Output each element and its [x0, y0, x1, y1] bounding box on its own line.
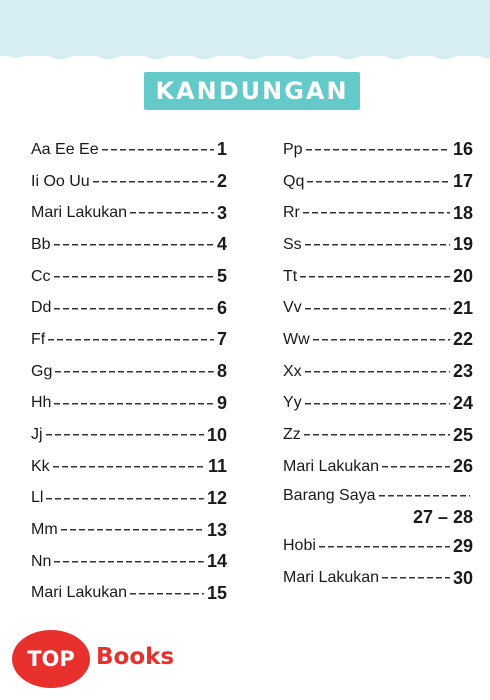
toc-entry-page-number: 17 — [452, 171, 473, 192]
toc-entry-page-number: 19 — [452, 234, 473, 255]
dotted-leader — [53, 462, 205, 472]
watermark-word: Books — [96, 644, 175, 670]
toc-entry-label: Zz — [283, 426, 301, 444]
toc-entry-label: Hobi — [283, 537, 316, 555]
toc-entry-label: Mari Lakukan — [283, 457, 380, 475]
watermark-badge-text: TOP — [27, 647, 75, 671]
toc-entry-label: Barang Saya — [283, 486, 376, 504]
topbooks-watermark — [10, 630, 210, 690]
toc-entry — [31, 229, 227, 261]
page-title-banner — [144, 72, 360, 110]
toc-entry — [31, 578, 227, 610]
toc-entry-label: Bb — [31, 235, 51, 253]
dotted-leader — [382, 462, 450, 472]
toc-entry-page-number: 22 — [452, 329, 473, 350]
toc-entry-page-number: 23 — [452, 361, 473, 382]
dotted-leader — [54, 303, 214, 313]
toc-entry — [31, 514, 227, 546]
toc-entry — [283, 531, 473, 563]
toc-entry-page-number: 27 – 28 — [412, 506, 473, 527]
dotted-leader — [305, 240, 450, 250]
dotted-leader — [93, 177, 214, 187]
dotted-leader — [61, 525, 204, 535]
toc-entry-page-number: 26 — [452, 456, 473, 477]
dotted-leader — [55, 367, 214, 377]
dotted-leader — [48, 335, 214, 345]
toc-entry-label: Ff — [31, 330, 46, 348]
dotted-leader — [306, 145, 450, 155]
dotted-leader — [300, 272, 450, 282]
toc-entry — [283, 134, 473, 166]
toc-entry-label: Yy — [283, 394, 302, 412]
contents-left-column — [31, 134, 227, 609]
toc-entry-page-number: 25 — [452, 424, 473, 445]
toc-entry-page-number: 10 — [206, 424, 227, 445]
toc-entry-page-number: 30 — [452, 567, 473, 588]
page-title: KANDUNGAN — [155, 77, 349, 105]
toc-entry-label: Tt — [283, 267, 298, 285]
toc-entry — [31, 261, 227, 293]
toc-entry — [283, 166, 473, 198]
top-decorative-band — [0, 0, 490, 56]
toc-entry-label: Ii Oo Uu — [31, 172, 90, 190]
toc-entry-page-number: 21 — [452, 297, 473, 318]
dotted-leader — [319, 541, 450, 551]
toc-entry — [31, 546, 227, 578]
toc-entry-page-number: 2 — [216, 171, 227, 192]
toc-entry — [31, 388, 227, 420]
toc-entry-page-number: 5 — [216, 266, 227, 287]
toc-entry — [283, 419, 473, 451]
dotted-leader — [307, 177, 450, 187]
toc-entry-page-number: 12 — [206, 487, 227, 508]
dotted-leader — [313, 335, 450, 345]
toc-entry — [283, 562, 473, 594]
toc-entry-page-number: 4 — [216, 234, 227, 255]
toc-entry-label: Pp — [283, 140, 303, 158]
toc-entry-label: Mari Lakukan — [31, 204, 128, 222]
toc-entry-label: Hh — [31, 394, 52, 412]
toc-entry-page-number: 15 — [206, 582, 227, 603]
dotted-leader — [46, 430, 204, 440]
toc-entry-label: Mari Lakukan — [31, 584, 128, 602]
toc-entry-page-number: 6 — [216, 297, 227, 318]
toc-entry-page-number: 18 — [452, 202, 473, 223]
toc-entry-label: Nn — [31, 552, 52, 570]
dotted-leader — [102, 145, 214, 155]
dotted-leader — [303, 208, 450, 218]
toc-entry — [283, 229, 473, 261]
toc-entry — [31, 134, 227, 166]
toc-entry-label: Vv — [283, 299, 302, 317]
toc-entry-label: Jj — [31, 426, 43, 444]
toc-entry-label: Qq — [283, 172, 305, 190]
toc-entry-label: Cc — [31, 267, 51, 285]
toc-entry-label: Dd — [31, 299, 52, 317]
toc-entry-label: Ll — [31, 489, 44, 507]
toc-entry — [283, 356, 473, 388]
toc-entry — [283, 292, 473, 324]
toc-entry-page-number: 9 — [216, 392, 227, 413]
toc-entry — [31, 324, 227, 356]
dotted-leader — [304, 430, 450, 440]
toc-entry — [31, 292, 227, 324]
toc-entry — [31, 451, 227, 483]
toc-entry-page-number: 8 — [216, 361, 227, 382]
dotted-leader — [382, 573, 450, 583]
toc-entry — [31, 483, 227, 515]
toc-entry-label: Rr — [283, 204, 300, 222]
toc-entry-page-number: 13 — [206, 519, 227, 540]
toc-entry-page-number: 1 — [216, 139, 227, 160]
toc-entry-label: Xx — [283, 362, 302, 380]
toc-entry-page-number: 24 — [452, 392, 473, 413]
contents-right-column — [283, 134, 473, 594]
toc-entry-page-number: 29 — [452, 535, 473, 556]
dotted-leader — [54, 398, 214, 408]
toc-entry-label: Ss — [283, 235, 302, 253]
toc-entry-page-number: 14 — [206, 551, 227, 572]
scalloped-edge — [0, 50, 490, 62]
toc-entry-label: Aa Ee Ee — [31, 140, 99, 158]
watermark-badge — [12, 630, 90, 688]
toc-entry-page-number: 20 — [452, 266, 473, 287]
toc-entry-page-number: 16 — [452, 139, 473, 160]
dotted-leader — [54, 272, 214, 282]
toc-entry — [31, 419, 227, 451]
toc-entry — [31, 197, 227, 229]
dotted-leader — [46, 493, 204, 503]
dotted-leader — [130, 208, 214, 218]
toc-entry-page-number: 7 — [216, 329, 227, 350]
toc-entry-label: Mari Lakukan — [283, 569, 380, 587]
toc-entry-label: Mm — [31, 521, 58, 539]
dotted-leader — [379, 491, 470, 501]
dotted-leader — [54, 240, 214, 250]
toc-entry — [31, 166, 227, 198]
dotted-leader — [305, 367, 450, 377]
toc-entry — [283, 451, 473, 483]
toc-entry-page-number: 3 — [216, 202, 227, 223]
toc-entry — [283, 197, 473, 229]
toc-entry-label: Gg — [31, 362, 53, 380]
toc-entry — [283, 324, 473, 356]
dotted-leader — [305, 303, 450, 313]
toc-entry-page-number: 11 — [207, 456, 227, 477]
dotted-leader — [305, 398, 450, 408]
toc-entry — [283, 483, 473, 531]
toc-entry — [31, 356, 227, 388]
toc-entry — [283, 261, 473, 293]
toc-entry-label: Kk — [31, 457, 50, 475]
toc-entry-label: Ww — [283, 330, 310, 348]
dotted-leader — [130, 588, 204, 598]
dotted-leader — [54, 557, 204, 567]
toc-entry — [283, 388, 473, 420]
